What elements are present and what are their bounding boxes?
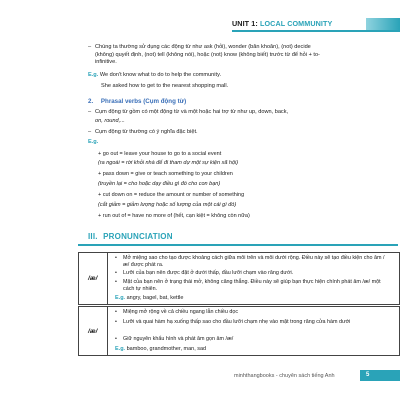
phoneme-description (108, 307, 399, 355)
eg-label: E.g. (115, 346, 126, 352)
pv-bullet-1-line-2: on, round,... (95, 118, 125, 124)
intro-bullet-text: Chúng ta thường sử dụng các động từ như ask (hỏi), wonder (băn khoăn), (not) decide (không) quyết định, (not) tell (không nói), hoặc (not) know (không biết) trước từ để hỏi + to-infinitive. (95, 44, 320, 66)
unit-title (232, 19, 332, 28)
footer-publisher: minhthangbooks - chuyên sách tiếng Anh (234, 373, 335, 379)
bullet-dash: – (88, 109, 92, 115)
intro-example-1 (88, 72, 221, 80)
pv-example-translation: (ra ngoài = rời khỏi nhà để đi tham dự một sự kiện xã hội) (98, 160, 239, 166)
list-item: • Lưỡi của bạn nên được đặt ở dưới thấp, đầu lưỡi chạm vào răng dưới. (115, 270, 294, 276)
bullet-dot-icon: • (115, 309, 117, 315)
section-number: 2. (88, 98, 94, 105)
pv-example-translation: (cắt giảm = giảm lượng hoặc số lượng của một cái gì đó) (98, 202, 237, 208)
phoneme-example (115, 295, 183, 301)
phoneme-symbol: /æ/ (79, 253, 108, 304)
pv-example-line: + run out of = have no more of (hết, cạn kiệt = không còn nữa) (98, 213, 250, 219)
bullet-dot-icon: • (115, 319, 117, 325)
eg-label: E.g. (115, 295, 126, 301)
list-item: • Giữ nguyên khẩu hình và phát âm gọn âm /æ/ (115, 336, 234, 342)
example-text: We don't know what to do to help the community. (99, 72, 222, 78)
pv-example-line: + go out = leave your house to go to a social event (98, 151, 222, 157)
eg-label: E.g. (88, 72, 99, 78)
pv-eg-label: E.g. (88, 139, 99, 145)
list-item: • Lưỡi và quai hàm hạ xuống thấp sao cho đầu lưỡi chạm nhẹ vào mặt trong răng cửa hàm dưới (115, 319, 351, 325)
phoneme-description (108, 253, 399, 304)
pronunciation-row (78, 252, 400, 305)
section-rule (78, 244, 398, 246)
pv-example-line: + cut down on = reduce the amount or number of something (98, 192, 245, 198)
section-number: III. (88, 232, 98, 241)
bullet-dash: – (88, 44, 92, 50)
example-words: bamboo, grandmother, man, sad (126, 346, 207, 352)
bullet-dash: – (88, 129, 92, 135)
page-header (222, 18, 400, 33)
header-rule (232, 30, 400, 32)
page-number: 5 (360, 370, 400, 381)
intro-example-2: She asked how to get to the nearest shopping mall. (101, 83, 229, 89)
phoneme-example (115, 346, 206, 352)
header-corner-decoration (366, 18, 400, 30)
pv-bullet-1-line-1: Cụm động từ gồm có một động từ và một hoặc hai trợ từ như up, down, back, (95, 109, 289, 115)
section-heading-phrasal-verbs (88, 98, 186, 105)
example-words: angry, bagel, bat, kettle (126, 295, 184, 301)
bullet-dot-icon: • (115, 270, 117, 276)
section-title-text: PRONUNCIATION (103, 232, 173, 241)
bullet-dot-icon: • (115, 279, 117, 285)
unit-topic: LOCAL COMMUNITY (259, 19, 333, 28)
section-title: Phrasal verbs (Cụm động từ) (100, 98, 187, 105)
list-item: • Miệng mở rộng về cả chiều ngang lẫn chiều dọc (115, 309, 239, 315)
pv-example-translation: (truyền lại = cho hoặc dạy điều gì đó cho con bạn) (98, 181, 221, 187)
list-item: • Mặt của bạn nên ở trạng thái mở, không căng thẳng. Điều này sẽ giúp bạn thực hiện chính phát âm /æ/ một cách tự nhiên. (115, 279, 381, 293)
bullet-dot-icon: • (115, 255, 117, 261)
list-item: • Mở miệng sao cho tạo được khoảng cách giữa môi trên và môi dưới rộng. Điều này sẽ tạo điều kiện cho âm /æ/ được phát ra. (115, 255, 385, 269)
phoneme-symbol: /æ/ (79, 307, 108, 355)
pv-bullet-2: Cụm động từ thường có ý nghĩa đặc biệt. (95, 129, 198, 135)
pronunciation-row (78, 306, 400, 356)
pv-example-line: + pass down = give or teach something to your children (98, 171, 233, 177)
unit-label: UNIT 1: (232, 19, 258, 28)
section-title (88, 232, 173, 241)
bullet-dot-icon: • (115, 336, 117, 342)
section-heading-pronunciation (78, 232, 398, 246)
